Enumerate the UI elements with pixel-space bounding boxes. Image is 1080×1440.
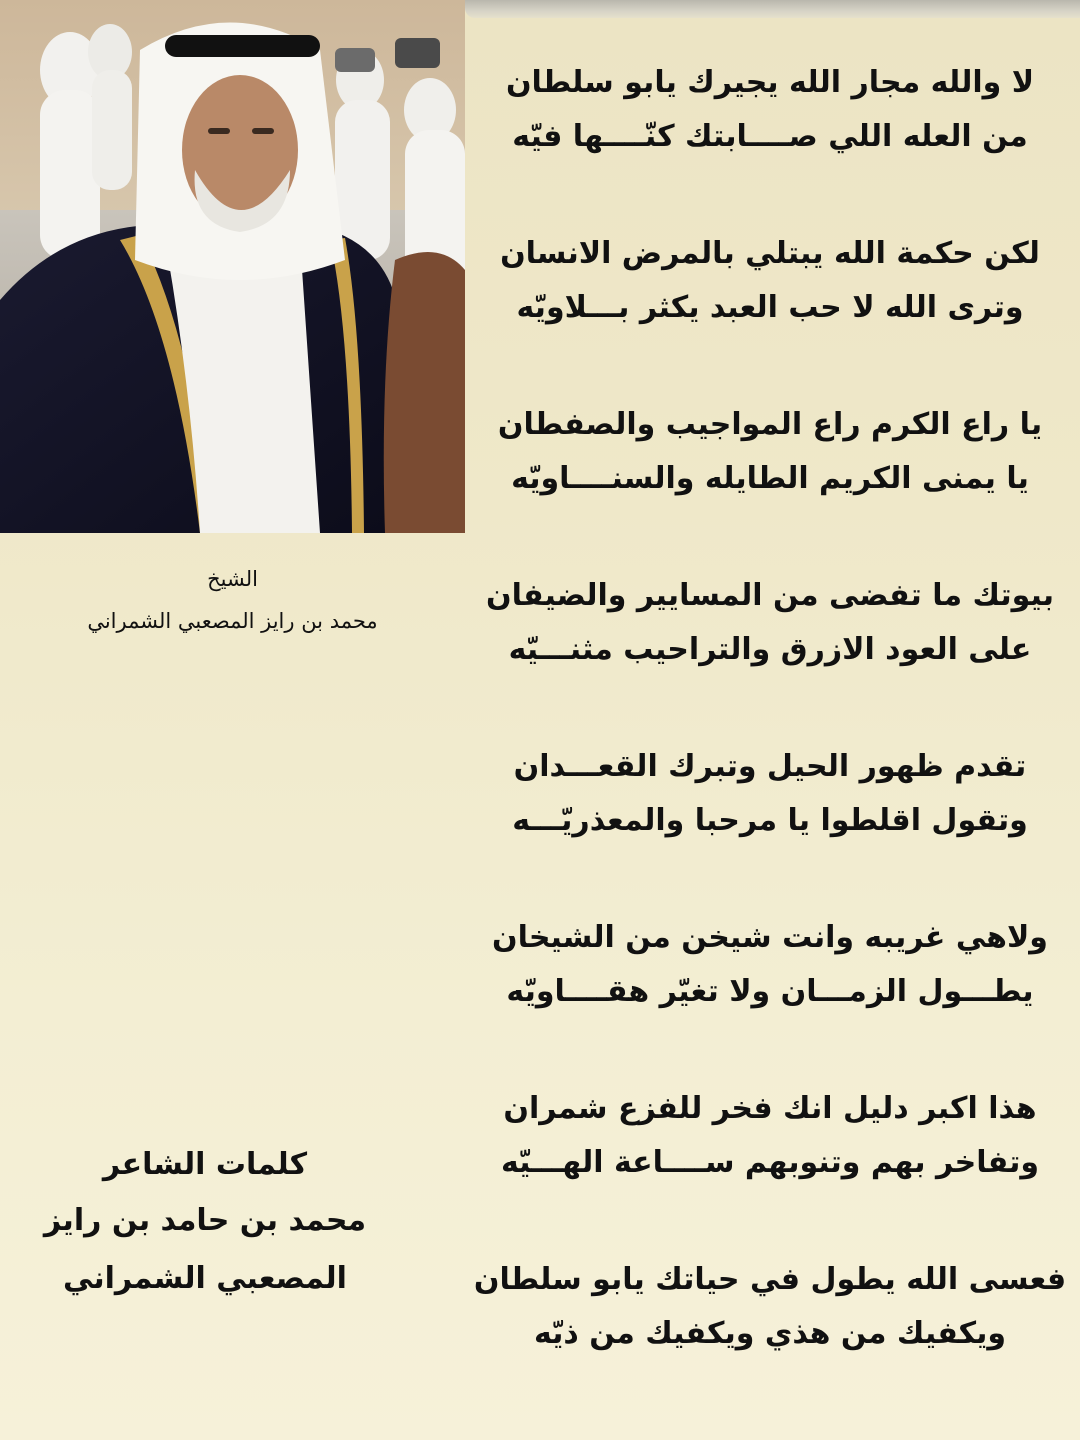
verse-line: ولاهي غريبه وانت شيخن من الشيخان <box>492 920 1048 955</box>
poet-credit-name: المصعبي الشمراني <box>63 1261 347 1296</box>
stanza <box>470 227 1070 398</box>
poet-credit-name: محمد بن حامد بن رايز <box>43 1203 367 1238</box>
stanza <box>470 398 1070 569</box>
verse-line: يا راع الكرم راع المواجيب والصفطان <box>497 407 1043 442</box>
verse-line: وتفاخر بهم وتنوبهم ســــاعة الهـــيّه <box>500 1145 1039 1180</box>
verse-line: على العود الازرق والتراحيب مثنـــيّه <box>508 632 1032 667</box>
sheikh-title: الشيخ <box>207 567 258 591</box>
verse-line: وترى الله لا حب العبد يكثر بـــلاويّه <box>516 290 1024 325</box>
sheikh-portrait-photo <box>0 0 465 533</box>
verse-line: هذا اكبر دليل انك فخر للفزع شمران <box>503 1091 1037 1126</box>
verse-line: يطـــول الزمـــان ولا تغيّر هقــــاويّه <box>506 974 1034 1009</box>
verse-line: وتقول اقلطوا يا مرحبا والمعذريّـــه <box>512 803 1028 838</box>
stanza <box>470 56 1070 227</box>
verse-line: يا يمنى الكريم الطايله والسنــــاويّه <box>511 461 1029 496</box>
stanza <box>470 569 1070 740</box>
verse-line: لا والله مجار الله يجيرك يابو سلطان <box>505 65 1035 100</box>
sheikh-name: محمد بن رايز المصعبي الشمراني <box>87 609 378 633</box>
verse-line: فعسى الله يطول في حياتك يابو سلطان <box>473 1262 1067 1297</box>
poem <box>470 56 1070 1424</box>
verse-line: لكن حكمة الله يبتلي بالمرض الانسان <box>500 236 1040 271</box>
verse-line: ويكفيك من هذي ويكفيك من ذيّه <box>533 1316 1007 1351</box>
verse-line: من العله اللي صــــابتك كنّــــها فيّه <box>512 119 1028 154</box>
poet-credit-heading: كلمات الشاعر <box>102 1147 308 1182</box>
stanza <box>470 740 1070 911</box>
stanza <box>470 911 1070 1082</box>
stanza <box>470 1082 1070 1253</box>
verse-line: تقدم ظهور الحيل وتبرك القعـــدان <box>513 749 1027 784</box>
top-decorative-bar <box>465 0 1080 18</box>
verse-line: بيوتك ما تفضى من المسايير والضيفان <box>485 578 1054 613</box>
stanza <box>470 1253 1070 1424</box>
